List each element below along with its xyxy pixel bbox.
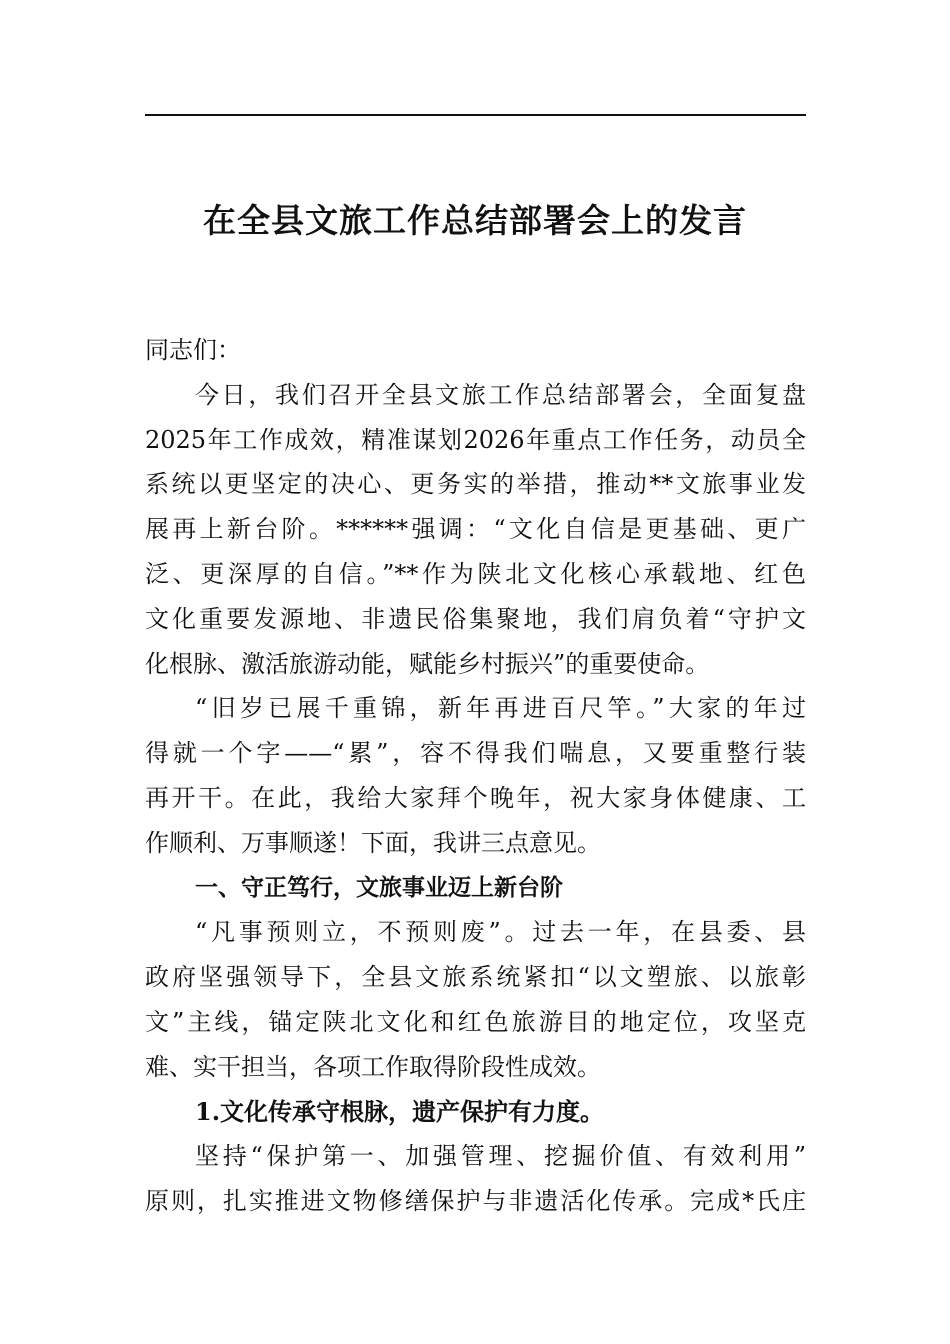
document-title: 在全县文旅工作总结部署会上的发言 — [203, 201, 747, 240]
text-line: 坚持“保护第一、加强管理、挖掘价值、有效利用” — [195, 1142, 806, 1171]
text-line: 泛、更深厚的自信。”**作为陕北文化核心承载地、红色 — [145, 559, 806, 588]
text-line: 一、守正笃行，文旅事业迈上新台阶 — [195, 874, 563, 901]
text-line: 得就一个字——“累”，容不得我们喘息，又要重整行装 — [145, 739, 806, 768]
document-body — [145, 328, 806, 1224]
section-heading — [145, 866, 806, 911]
section-heading — [145, 1090, 806, 1135]
header-rule — [145, 114, 806, 116]
text-line: “旧岁已展千重锦，新年再进百尺竿。”大家的年过 — [195, 694, 806, 723]
text-line: 再开干。在此，我给大家拜个晚年，祝大家身体健康、工 — [145, 783, 806, 812]
paragraph — [145, 373, 806, 687]
text-line: 今日，我们召开全县文旅工作总结部署会，全面复盘 — [195, 380, 806, 409]
text-line: “凡事预则立，不预则废”。过去一年，在县委、县 — [195, 918, 806, 947]
text-line: 原则，扎实推进文物修缮保护与非遗活化传承。完成*氏庄 — [145, 1187, 806, 1216]
text-line: 文”主线，锚定陕北文化和红色旅游目的地定位，攻坚克 — [145, 1007, 806, 1036]
text-line: 难、实干担当，各项工作取得阶段性成效。 — [145, 1052, 601, 1081]
text-line: 文化重要发源地、非遗民俗集聚地，我们肩负着“守护文 — [145, 604, 806, 633]
text-line: 展再上新台阶。******强调：“文化自信是更基础、更广 — [145, 515, 806, 544]
text-line: 化根脉、激活旅游动能，赋能乡村振兴”的重要使命。 — [145, 649, 710, 678]
salutation: 同志们： — [145, 336, 241, 364]
paragraph — [145, 686, 806, 865]
text-line: 2025年工作成效，精准谋划2026年重点工作任务，动员全 — [145, 425, 806, 454]
text-line: 政府坚强领导下，全县文旅系统紧扣“以文塑旅、以旅彰 — [145, 963, 806, 992]
paragraph — [145, 1134, 806, 1224]
text-line: 作顺利、万事顺遂！下面，我讲三点意见。 — [145, 828, 601, 857]
paragraph — [145, 910, 806, 1089]
text-line: 1.文化传承守根脉，遗产保护有力度。 — [195, 1096, 605, 1126]
text-line: 系统以更坚定的决心、更务实的举措，推动**文旅事业发 — [145, 470, 806, 499]
